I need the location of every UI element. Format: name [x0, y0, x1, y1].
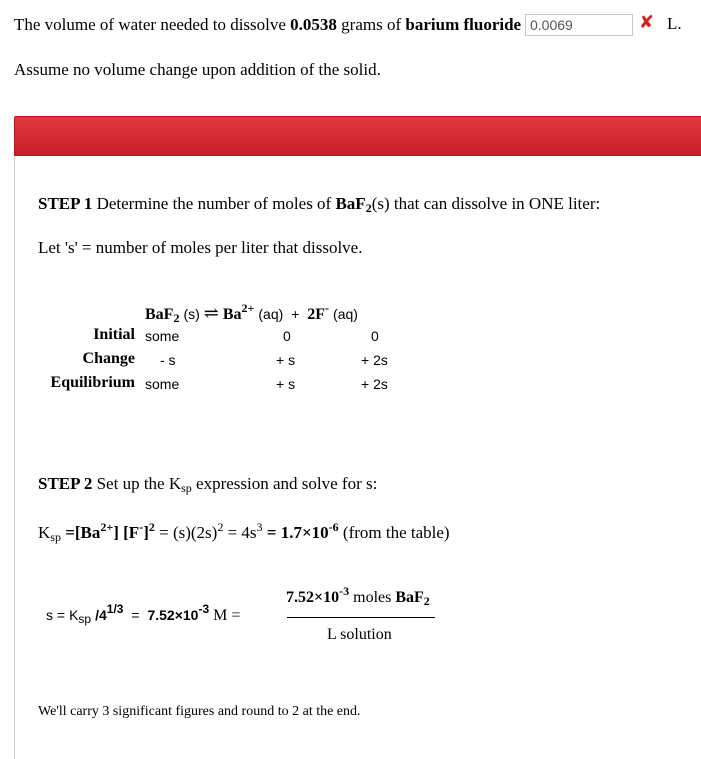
- assumption-text: Assume no volume change upon addition of the solid.: [14, 60, 381, 79]
- step2-heading: STEP 2 Set up the $K_{sp}$ expression and solve for s:: [38, 474, 378, 495]
- ice-change-anion: + 2s: [361, 352, 388, 368]
- ice-initial-solid: some: [145, 328, 180, 344]
- ice-change-cation: + s: [276, 352, 296, 368]
- ice-row-equilibrium-label: Equilibrium: [50, 374, 135, 391]
- let-s-definition: Let 's' = number of moles per liter that dissolve.: [38, 238, 363, 257]
- hint-panel-header[interactable]: [14, 116, 701, 156]
- ice-row-change-label: Change: [82, 350, 135, 367]
- ice-equilibrium-cation: + s: [276, 376, 296, 392]
- answer-input[interactable]: [525, 14, 633, 36]
- ice-row-initial-label: Initial: [93, 326, 135, 343]
- ice-change-solid: - s: [160, 352, 176, 368]
- question-text: The volume of water needed to dissolve 0.0538 grams of barium fluoride: [14, 15, 522, 34]
- fraction-bar: [287, 617, 435, 618]
- ice-equilibrium-anion: + 2s: [361, 376, 388, 392]
- solution-numerator: $7.52\times 10^{-3}$ moles BaF$_2$: [286, 584, 430, 608]
- solution-expression: s = Ksp /41/3 = 7.52×10-3 M =: [46, 602, 241, 626]
- solution-denominator: L solution: [327, 626, 392, 643]
- answer-unit: L.: [667, 14, 682, 33]
- significant-figures-note: We'll carry 3 significant figures and round to 2 at the end.: [38, 704, 361, 719]
- ksp-expression: $K_{sp} =[Ba^{2+}] [F^-]^2 = (s)(2s)^2 = 4s^3 = 1.7\times 10^{-6}$ (from the table): [38, 520, 450, 544]
- reaction-equation: BaF$_2$ (s) ⇌ $Ba^{2+}$ (aq) + 2F- (aq): [145, 301, 358, 325]
- incorrect-x-icon: ✘: [639, 12, 655, 33]
- ice-equilibrium-solid: some: [145, 376, 180, 392]
- ice-initial-anion: 0: [371, 328, 379, 344]
- ice-initial-cation: 0: [283, 328, 291, 344]
- step1-heading: STEP 1 Determine the number of moles of BaF$_2$(s) that can dissolve in ONE liter:: [38, 194, 601, 215]
